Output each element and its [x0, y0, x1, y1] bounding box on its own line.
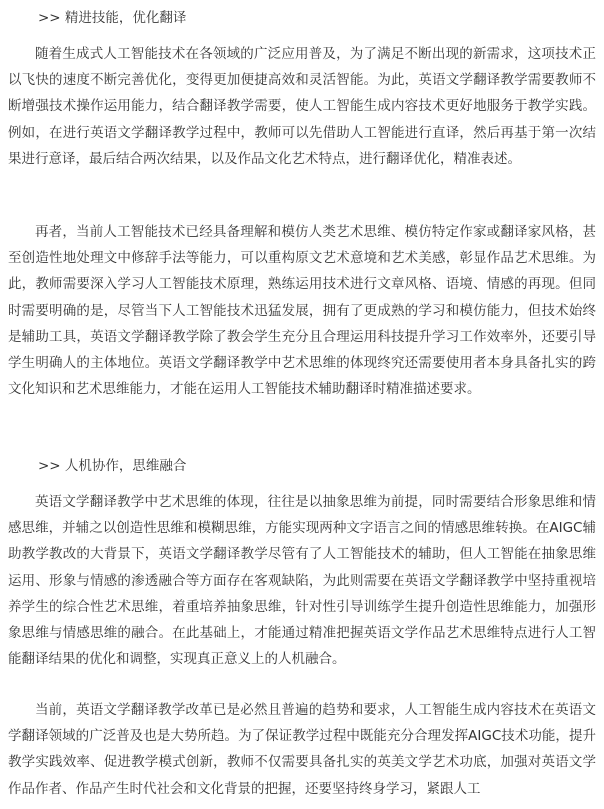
paragraph: 随着生成式人工智能技术在各领域的广泛应用普及，为了满足不断出现的新需求，这项技术正以飞快的速度不断完善优化，变得更加便捷高效和灵活智能。为此，英语文学翻译教学需要教师不断增强技术操作运用能力，结合翻译教学需要，使人工智能生成内容技术更好地服务于教学实践。例如，在进行英语文学翻译教学过程中，教师可以先借助人工智能进行直译，然后再基于第一次结果进行意译，最后结合两次结果，以及作品文化艺术特点，进行翻译优化，精准表述。	[8, 46, 596, 167]
section-heading-collaboration: >> 人机协作，思维融合	[38, 458, 187, 474]
paragraph: 再者，当前人工智能技术已经具备理解和模仿人类艺术思维、模仿特定作家或翻译家风格，甚至创造性地处理文中修辞手法等能力，可以重构原文艺术意境和艺术美感，彰显作品艺术思维。为此，教师需要深入学习人工智能技术原理，熟练运用技术进行文章风格、语境、情感的再现。但同时需要明确的是，尽管当下人工智能技术迅猛发展，拥有了更成熟的学习和模仿能力，但技术始终是辅助工具，英语文学翻译教学除了教会学生充分且合理运用科技提升学习工作效率外，还要引导学生明确人的主体地位。英语文学翻译教学中艺术思维的体现终究还需要使用者本身具备扎实的跨文化知识和艺术思维能力，才能在运用人工智能技术辅助翻译时精准描述要求。	[8, 224, 596, 398]
section-heading-skills: >> 精进技能，优化翻译	[38, 10, 187, 26]
paragraph: 英语文学翻译教学中艺术思维的体现，往往是以抽象思维为前提，同时需要结合形象思维和情感思维，并辅之以创造性思维和模糊思维，方能实现两种文字语言之间的情感思维转换。在AIGC辅助教学教改的大背景下，英语文学翻译教学尽管有了人工智能技术的辅助，但人工智能在抽象思维运用、形象与情感的渗透融合等方面存在客观缺陷，为此则需要在英语文学翻译教学中坚持重视培养学生的综合性艺术思维，着重培养抽象思维，针对性引导训练学生提升创造性思维能力，加强形象思维与情感思维的融合。在此基础上，才能通过精准把握英语文学作品艺术思维特点进行人工智能翻译结果的优化和调整，实现真正意义上的人机融合。	[8, 494, 596, 668]
paragraph: 当前，英语文学翻译教学改革已是必然且普遍的趋势和要求，人工智能生成内容技术在英语文学翻译领域的广泛普及也是大势所趋。为了保证教学过程中既能充分合理发挥AIGC技术功能，提升教学实践效率、促进教学模式创新，教师不仅需要具备扎实的英美文学艺术功底，加强对英语文学作品作者、作品产生时代社会和文化背景的把握，还要坚持终身学习，紧跟人工	[8, 702, 596, 797]
